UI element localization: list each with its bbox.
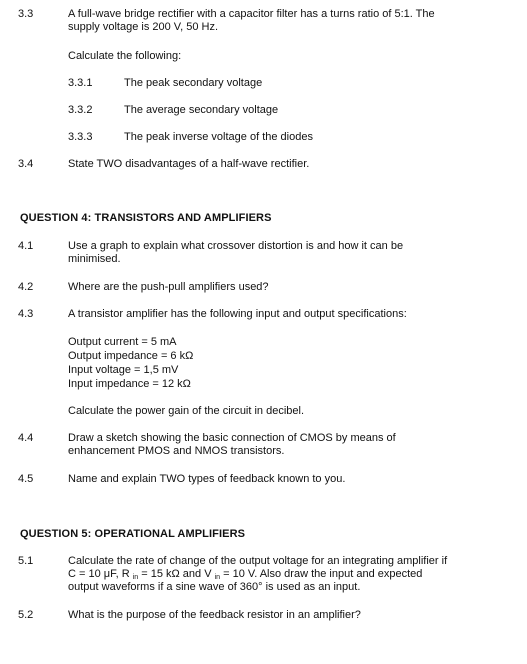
question-text: Where are the push-pull amplifiers used?	[68, 281, 269, 293]
question-text	[68, 8, 482, 34]
spec-item: Input impedance = 12 kΩ	[68, 378, 191, 390]
question-number: 3.3	[18, 8, 34, 20]
instruction-text: Calculate the power gain of the circuit in decibel.	[68, 405, 305, 417]
subquestion-number: 3.3.1	[68, 77, 93, 89]
question-text	[68, 432, 482, 458]
question-number: 4.1	[18, 240, 34, 252]
section-heading: QUESTION 5: OPERATIONAL AMPLIFIERS	[20, 528, 246, 540]
question-line: enhancement PMOS and NMOS transistors.	[68, 445, 285, 457]
subquestion-number: 3.3.2	[68, 104, 93, 116]
question-line: Calculate the rate of change of the output voltage for an integrating amplifier if	[68, 555, 448, 567]
question-number: 5.2	[18, 609, 34, 621]
question-number: 5.1	[18, 555, 34, 567]
question-text: What is the purpose of the feedback resistor in an amplifier?	[68, 609, 361, 621]
question-text: A transistor amplifier has the following input and output specifications:	[68, 308, 407, 320]
subquestion-number: 3.3.3	[68, 131, 93, 143]
question-line: output waveforms if a sine wave of 360° is used as an input.	[68, 581, 361, 593]
question-line	[68, 568, 488, 581]
specification-list	[68, 335, 193, 391]
subquestion-text: The peak secondary voltage	[124, 77, 263, 89]
question-text	[68, 555, 488, 594]
subscript: in	[132, 574, 139, 581]
question-text: Name and explain TWO types of feedback known to you.	[68, 473, 346, 485]
formula-text: = 15 kΩ and V	[138, 568, 215, 580]
formula-text: C = 10 μF, R	[68, 568, 133, 580]
subquestion-text: The peak inverse voltage of the diodes	[124, 131, 313, 143]
question-number: 3.4	[18, 158, 34, 170]
spec-item: Output impedance = 6 kΩ	[68, 350, 194, 362]
formula-text: = 10 V. Also draw the input and expected	[220, 568, 423, 580]
instruction-text: Calculate the following:	[68, 50, 182, 62]
question-line: A full-wave bridge rectifier with a capacitor filter has a turns ratio of 5:1. The	[68, 8, 435, 20]
question-number: 4.4	[18, 432, 34, 444]
question-line: Draw a sketch showing the basic connection of CMOS by means of	[68, 432, 396, 444]
spec-item: Output current = 5 mA	[68, 336, 177, 348]
section-heading: QUESTION 4: TRANSISTORS AND AMPLIFIERS	[20, 212, 272, 224]
question-line: Use a graph to explain what crossover distortion is and how it can be	[68, 240, 404, 252]
question-number: 4.3	[18, 308, 34, 320]
subquestion-text: The average secondary voltage	[124, 104, 279, 116]
question-line: supply voltage is 200 V, 50 Hz.	[68, 21, 219, 33]
question-number: 4.2	[18, 281, 34, 293]
question-text	[68, 240, 482, 266]
question-line: minimised.	[68, 253, 121, 265]
question-text: State TWO disadvantages of a half-wave rectifier.	[68, 158, 310, 170]
question-number: 4.5	[18, 473, 34, 485]
spec-item: Input voltage = 1,5 mV	[68, 364, 179, 376]
subscript: in	[214, 574, 221, 581]
